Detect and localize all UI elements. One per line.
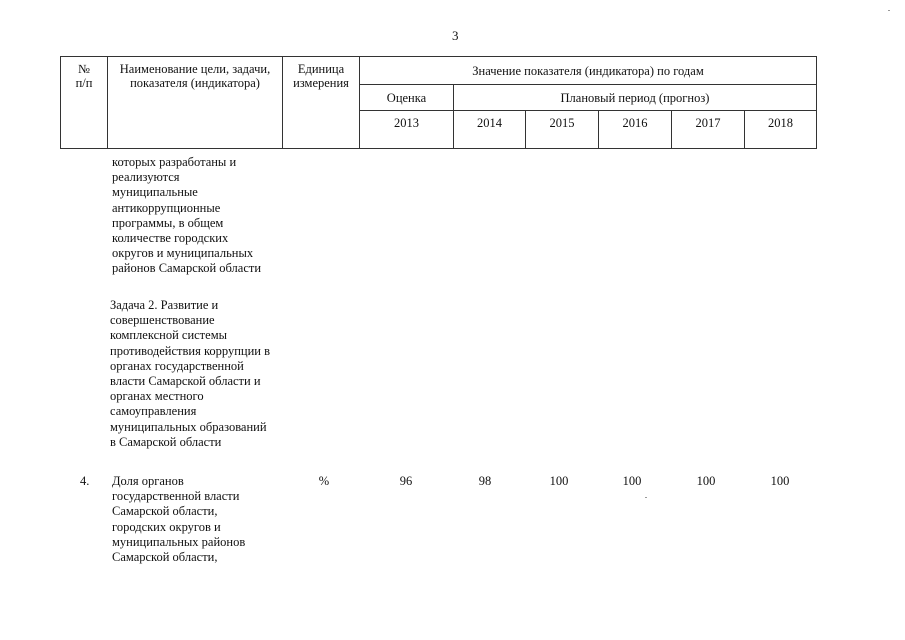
row-4-value-2013: 96 (399, 474, 413, 488)
header-year: 2015 (526, 111, 599, 149)
task-2-text: Задача 2. Развитие и совершенствование комплексной системы противодействия коррупции в органах государственной власти Самарской области и органах местного самоуправления муниципальных образований в Самарской области (110, 298, 271, 449)
header-year: 2013 (360, 111, 454, 149)
header-year: 2018 (745, 111, 817, 149)
scan-speck (888, 10, 890, 11)
header-name: Наименование цели, задачи, показателя (индикатора) (108, 57, 283, 149)
row-4-value-2018: 100 (770, 474, 790, 488)
row-4-unit: % (318, 474, 330, 488)
scan-speck (645, 497, 647, 498)
header-year: 2017 (672, 111, 745, 149)
header-year: 2016 (599, 111, 672, 149)
header-number: № п/п (61, 57, 108, 149)
row-4-value-2014: 98 (478, 474, 492, 488)
header-values: Значение показателя (индикатора) по годам (360, 57, 817, 85)
continued-indicator-text: которых разработаны и реализуются муниципальные антикоррупционные программы, в общем количестве городских округов и муниципальных районов Самарской области (112, 155, 262, 276)
page-number: 3 (452, 28, 459, 43)
header-estimate: Оценка (360, 85, 454, 111)
row-4-name: Доля органов государственной власти Самарской области, городских округов и муниципальных районов Самарской области, (112, 474, 246, 565)
header-year: 2014 (454, 111, 526, 149)
indicator-table-header (60, 56, 817, 149)
header-plan: Плановый период (прогноз) (454, 85, 817, 111)
row-4-value-2015: 100 (549, 474, 569, 488)
row-4-value-2016: 100 (622, 474, 642, 488)
row-4-value-2017: 100 (696, 474, 716, 488)
header-unit: Единица измерения (283, 57, 360, 149)
row-4-number: 4. (80, 474, 90, 488)
